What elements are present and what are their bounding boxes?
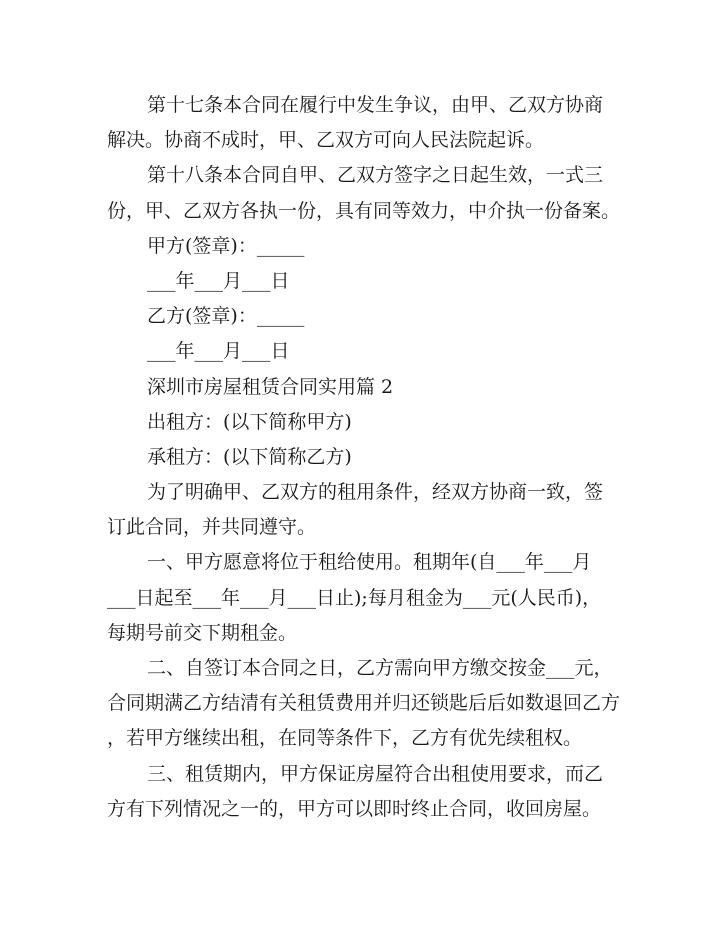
text-line: 订此合同，并共同遵守。	[107, 516, 317, 539]
party-a-signature-line: 甲方(签章)：_____	[147, 234, 305, 257]
party-b-signature-line: 乙方(签章)：_____	[147, 305, 305, 328]
text-line: 每期号前交下期租金。	[107, 621, 298, 644]
party-b-date-line: ___年___月___日	[147, 340, 290, 363]
text-line: 第十八条本合同自甲、乙双方签字之日起生效，一式三	[147, 164, 604, 187]
text-line: 第十七条本合同在履行中发生争议，由甲、乙双方协商	[147, 94, 604, 116]
text-line: 为了明确甲、乙双方的租用条件，经双方协商一致，签	[147, 481, 604, 504]
party-a-date-line: ___年___月___日	[147, 269, 290, 292]
text-line: 二、自签订本合同之日，乙方需向甲方缴交按金___元，	[147, 657, 613, 679]
text-line: ，若甲方继续出租，在同等条件下，乙方有优先续租权。	[107, 727, 583, 750]
text-line: 一、甲方愿意将位于租给使用。租期年(自___年___月	[147, 551, 592, 574]
text-line: 合同期满乙方结清有关租赁费用并归还锁匙后后如数退回乙方	[107, 692, 621, 715]
text-line: ___日起至___年___月___日止);每月租金为___元(人民币)，	[107, 586, 602, 609]
text-line: 解决。协商不成时，甲、乙双方可向人民法院起诉。	[107, 129, 545, 152]
lessor-line: 出租方：(以下简称甲方)	[147, 410, 352, 433]
section-heading: 深圳市房屋租赁合同实用篇 2	[147, 375, 394, 398]
lessee-line: 承租方：(以下简称乙方)	[147, 445, 352, 468]
text-line: 方有下列情况之一的，甲方可以即时终止合同，收回房屋。	[107, 797, 602, 820]
text-line: 三、租赁期内，甲方保证房屋符合出租使用要求，而乙	[147, 762, 604, 785]
text-line: 份，甲、乙双方各执一份，具有同等效力，中介执一份备案。	[107, 199, 621, 222]
document-body	[107, 88, 621, 827]
